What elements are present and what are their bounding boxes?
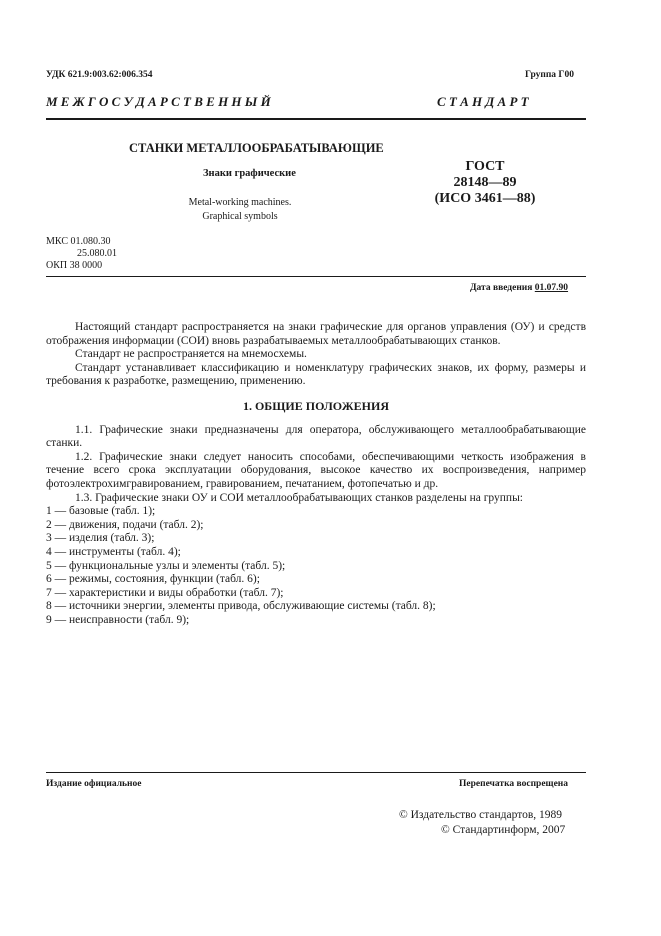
group-list-item: 2 — движения, подачи (табл. 2);	[46, 518, 204, 531]
english-title	[180, 196, 300, 224]
mks-code-1: МКС 01.080.30	[46, 236, 111, 247]
gost-label: ГОСТ	[465, 159, 505, 174]
group-code: Группа Г00	[525, 70, 574, 80]
mks-code-2: 25.080.01	[77, 248, 117, 259]
clause: 1.3. Графические знаки ОУ и СОИ металлообрабатывающих станков разделены на группы:	[75, 491, 524, 504]
intro-paragraph: Стандарт устанавливает классификацию и номенклатуру графических знаков, их форму, размеры и требования к разработке, размещению, применению.	[46, 361, 586, 388]
introduction-date	[470, 283, 568, 293]
banner-standard: С Т А Н Д А Р Т	[437, 94, 529, 109]
english-title-line: Graphical symbols	[202, 211, 278, 222]
group-list-item: 9 — неисправности (табл. 9);	[46, 613, 190, 626]
group-list-item: 4 — инструменты (табл. 4);	[46, 545, 181, 558]
document-title: СТАНКИ МЕТАЛЛООБРАБАТЫВАЮЩИЕ	[129, 141, 384, 155]
section-heading: 1. ОБЩИЕ ПОЛОЖЕНИЯ	[242, 398, 390, 413]
copyright-line: © Стандартинформ, 2007	[441, 824, 566, 836]
date-label: Дата введения	[470, 283, 533, 293]
intro-paragraph: Стандарт не распространяется на мнемосхемы.	[75, 348, 307, 361]
date-value: 01.07.90	[534, 283, 569, 293]
okp-code: ОКП 38 0000	[46, 260, 103, 271]
banner-interstate: М Е Ж Г О С У Д А Р С Т В Е Н Н Ы Й	[46, 94, 271, 109]
group-list-item: 5 — функциональные узлы и элементы (табл. 5);	[46, 559, 286, 572]
document-subtitle: Знаки графические	[203, 168, 296, 179]
reprint-note: Перепечатка воспрещена	[459, 779, 569, 789]
copyright-line: © Издательство стандартов, 1989	[399, 809, 563, 821]
group-list-item: 1 — базовые (табл. 1);	[46, 505, 156, 518]
gost-designation	[420, 159, 550, 207]
footer-rule	[46, 772, 586, 773]
clause: 1.1. Графические знаки предназначены для оператора, обслуживающего металлообрабатывающие станки.	[46, 423, 586, 450]
gost-number: 28148—89	[453, 175, 517, 190]
edition-note: Издание официальное	[46, 779, 142, 789]
clause: 1.2. Графические знаки следует наносить способами, обеспечивающими четкость изображения в течение всего срока эксплуатации оборудования, высокое качество их воспроизведения, например фотоэлектрохимгравированием, гравированием, печатанием, фотопечатью и др.	[46, 450, 586, 490]
group-list-item: 8 — источники энергии, элементы привода, обслуживающие системы (табл. 8);	[46, 600, 436, 613]
document-body	[46, 321, 586, 627]
group-list-item: 7 — характеристики и виды обработки (табл. 7);	[46, 586, 284, 599]
intro-paragraph: Настоящий стандарт распространяется на знаки графические для органов управления (ОУ) и средств отображения информации (СОИ) вновь разрабатываемых металлообрабатывающих станков.	[46, 321, 586, 347]
codes-rule	[46, 276, 586, 277]
iso-number: (ИСО 3461—88)	[434, 191, 536, 206]
group-list-item: 6 — режимы, состояния, функции (табл. 6);	[46, 573, 260, 586]
group-list-item: 3 — изделия (табл. 3);	[46, 532, 155, 545]
udk-code: УДК 621.9:003.62:006.354	[46, 70, 153, 80]
english-title-line: Metal-working machines.	[188, 197, 292, 208]
header-rule	[46, 118, 586, 120]
